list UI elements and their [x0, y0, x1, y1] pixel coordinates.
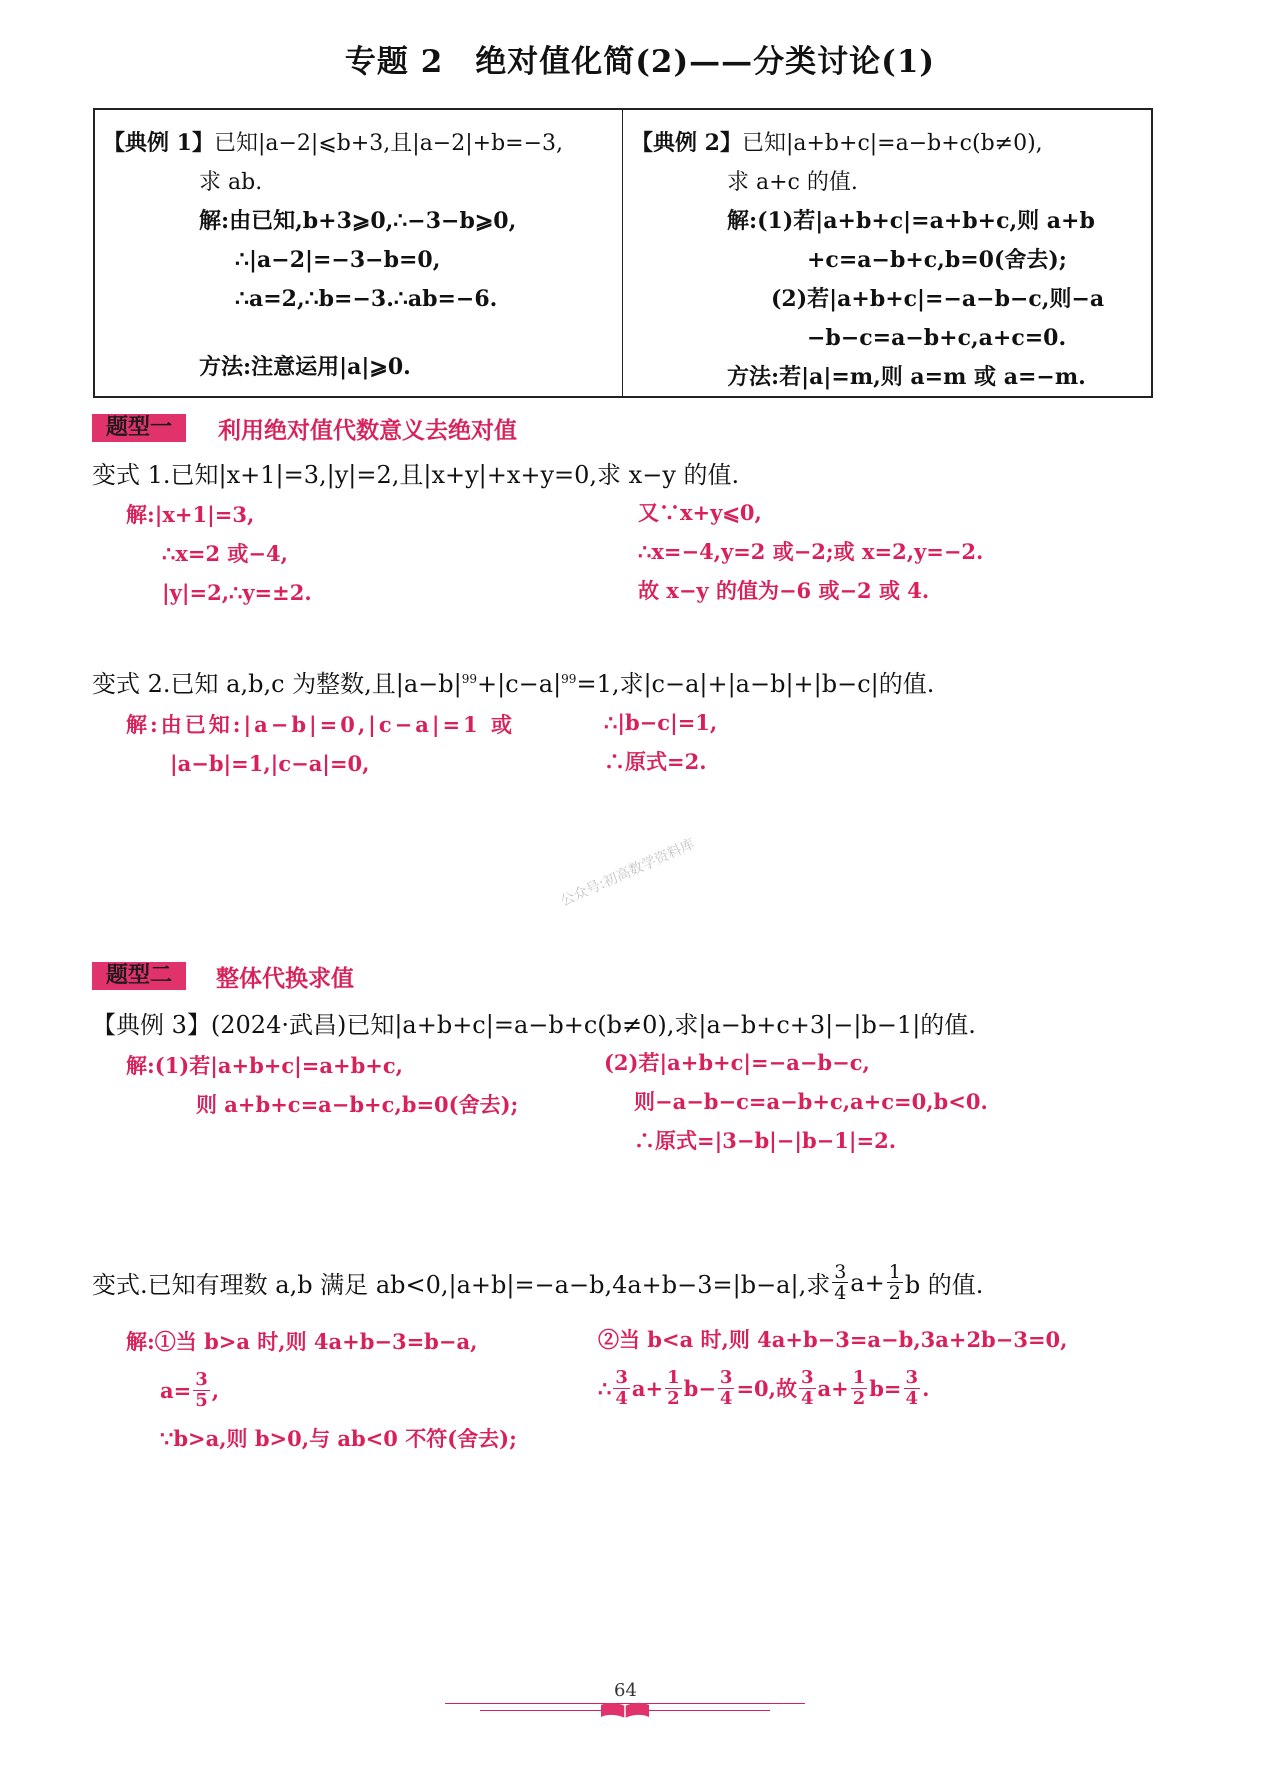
- fraction-numerator: 3: [615, 1366, 628, 1388]
- example2-line: −b−c=a−b+c,a+c=0.: [807, 325, 1067, 351]
- fraction: [193, 1370, 210, 1411]
- solution-line: |a−b|=1,|c−a|=0,: [170, 751, 370, 776]
- variant2-question: [92, 664, 934, 699]
- solution-text: a=: [160, 1377, 192, 1403]
- solution-line: ∴|b−c|=1,: [604, 710, 718, 735]
- variant1-solution-left: [126, 495, 312, 612]
- solution-line: (2)若|a+b+c|=−a−b−c,: [604, 1050, 870, 1075]
- variant1-question: 变式 1.已知|x+1|=3,|y|=2,且|x+y|+x+y=0,求 x−y 的值.: [92, 461, 740, 489]
- solution-line: ∴x=2 或−4,: [162, 541, 288, 566]
- solution-line: 解:(1)若|a+b+c|=a+b+c,: [126, 1053, 403, 1078]
- example2-line: 求 a+c 的值.: [727, 170, 858, 195]
- fraction-denominator: 5: [195, 1389, 208, 1411]
- solution-line: 解:①当 b>a 时,则 4a+b−3=b−a,: [126, 1329, 478, 1354]
- solution-line: 解:由已知:|a−b|=0,|c−a|=1 或: [126, 712, 515, 737]
- example1-line: 求 ab.: [199, 170, 263, 195]
- variant3-solution-right: [598, 1320, 1067, 1417]
- solution-line: ∴原式=2.: [604, 749, 707, 774]
- question-text: =1,求|c−a|+|a−b|+|b−c|的值.: [576, 670, 935, 698]
- example1-line: 解:由已知,b+3⩾0,∴−3−b⩾0,: [199, 208, 517, 234]
- variant2-solution-left: [126, 705, 515, 783]
- type1-tag: 题型一: [92, 414, 186, 442]
- solution-text: b−: [683, 1375, 716, 1401]
- fraction-numerator: 1: [888, 1261, 901, 1283]
- open-book-icon: [597, 1700, 653, 1722]
- solution-line: 则 a+b+c=a−b+c,b=0(舍去);: [196, 1092, 519, 1117]
- fraction-denominator: 4: [719, 1387, 733, 1409]
- solution-line: 故 x−y 的值为−6 或−2 或 4.: [638, 578, 930, 603]
- example3-solution-right: [604, 1043, 988, 1160]
- exponent: 99: [561, 672, 577, 686]
- fraction-denominator: 4: [800, 1387, 814, 1409]
- type2-tag: 题型二: [92, 962, 186, 990]
- solution-text: ,: [211, 1377, 220, 1403]
- fraction-numerator: 3: [905, 1366, 919, 1388]
- box-divider: [622, 110, 623, 396]
- fraction-numerator: 1: [852, 1366, 866, 1388]
- example3-solution-left: [126, 1046, 518, 1124]
- solution-text: a+: [817, 1375, 849, 1401]
- type1-title: 利用绝对值代数意义去绝对值: [218, 418, 517, 444]
- fraction-denominator: 2: [667, 1387, 680, 1409]
- solution-line: |y|=2,∴y=±2.: [162, 580, 312, 605]
- fraction-denominator: 4: [905, 1387, 919, 1409]
- question-text: 变式 2.已知 a,b,c 为整数,且|a−b|: [92, 670, 462, 698]
- example1-line: ∴a=2,∴b=−3.∴ab=−6.: [235, 286, 498, 312]
- example1: [103, 124, 563, 387]
- fraction: [832, 1262, 848, 1303]
- fraction: [613, 1368, 630, 1409]
- solution-text: .: [922, 1375, 930, 1401]
- page-title: 专题 2 绝对值化简(2)——分类讨论(1): [344, 44, 936, 80]
- solution-line: ∴原式=|3−b|−|b−1|=2.: [634, 1128, 897, 1153]
- exponent: 99: [461, 672, 478, 686]
- fraction-denominator: 4: [615, 1387, 628, 1409]
- page-number: 64: [614, 1680, 637, 1701]
- fraction-denominator: 2: [852, 1387, 866, 1409]
- example2-line: 解:(1)若|a+b+c|=a+b+c,则 a+b: [727, 208, 1095, 234]
- solution-line: 又∵x+y⩽0,: [638, 500, 762, 525]
- fraction: [851, 1368, 868, 1409]
- solution-text: b=: [869, 1375, 902, 1401]
- solution-line: [126, 1361, 517, 1419]
- fraction-numerator: 1: [667, 1366, 680, 1388]
- solution-line: 则−a−b−c=a−b+c,a+c=0,b<0.: [634, 1089, 988, 1114]
- example2-line: 已知|a+b+c|=a−b+c(b≠0),: [741, 131, 1043, 156]
- example1-line: ∴|a−2|=−3−b=0,: [235, 247, 441, 273]
- type2-title: 整体代换求值: [216, 966, 354, 992]
- solution-text: =0,故: [736, 1375, 797, 1401]
- solution-line: [598, 1359, 1067, 1417]
- solution-line: ②当 b<a 时,则 4a+b−3=a−b,3a+2b−3=0,: [598, 1327, 1068, 1352]
- watermark: 公众号:初高数学资料库: [558, 836, 698, 910]
- variant2-solution-right: [604, 703, 717, 781]
- example2-line: +c=a−b+c,b=0(舍去);: [807, 247, 1067, 273]
- question-text: +|c−a|: [477, 670, 562, 698]
- example1-line: 已知|a−2|⩽b+3,且|a−2|+b=−3,: [213, 131, 564, 156]
- fraction-numerator: 3: [195, 1368, 208, 1390]
- fraction-numerator: 3: [834, 1261, 847, 1283]
- question-text: b 的值.: [904, 1271, 984, 1299]
- fraction: [887, 1262, 903, 1303]
- fraction-numerator: 3: [719, 1366, 733, 1388]
- fraction-denominator: 4: [834, 1282, 847, 1304]
- example2-tag: 【典例 2】: [631, 130, 742, 156]
- question-text: 变式.已知有理数 a,b 满足 ab<0,|a+b|=−a−b,4a+b−3=|b−a|,求: [92, 1271, 831, 1299]
- solution-text: ∴: [598, 1375, 612, 1401]
- example1-method: 方法:注意运用|a|⩾0.: [199, 354, 411, 380]
- fraction: [799, 1368, 816, 1409]
- solution-text: a+: [631, 1375, 664, 1401]
- variant1-solution-right: [638, 493, 983, 610]
- example2: [631, 124, 1104, 397]
- variant3-question: [92, 1262, 983, 1303]
- solution-line: ∵b>a,则 b>0,与 ab<0 不符(舍去);: [160, 1426, 517, 1451]
- fraction: [718, 1368, 735, 1409]
- example2-line: (2)若|a+b+c|=−a−b−c,则−a: [771, 286, 1105, 312]
- examples-box: [93, 108, 1153, 398]
- variant3-solution-left: [126, 1322, 517, 1458]
- solution-line: ∴x=−4,y=2 或−2;或 x=2,y=−2.: [638, 539, 984, 564]
- fraction-denominator: 2: [888, 1282, 901, 1304]
- solution-line: 解:|x+1|=3,: [126, 502, 255, 527]
- question-text: a+: [850, 1268, 885, 1297]
- example3-question: 【典例 3】(2024·武昌)已知|a+b+c|=a−b+c(b≠0),求|a−b+c+3|−|b−1|的值.: [92, 1011, 976, 1039]
- fraction: [665, 1368, 682, 1409]
- example2-method: 方法:若|a|=m,则 a=m 或 a=−m.: [727, 364, 1086, 390]
- fraction: [904, 1368, 921, 1409]
- fraction-numerator: 3: [800, 1366, 814, 1388]
- example1-tag: 【典例 1】: [103, 130, 214, 156]
